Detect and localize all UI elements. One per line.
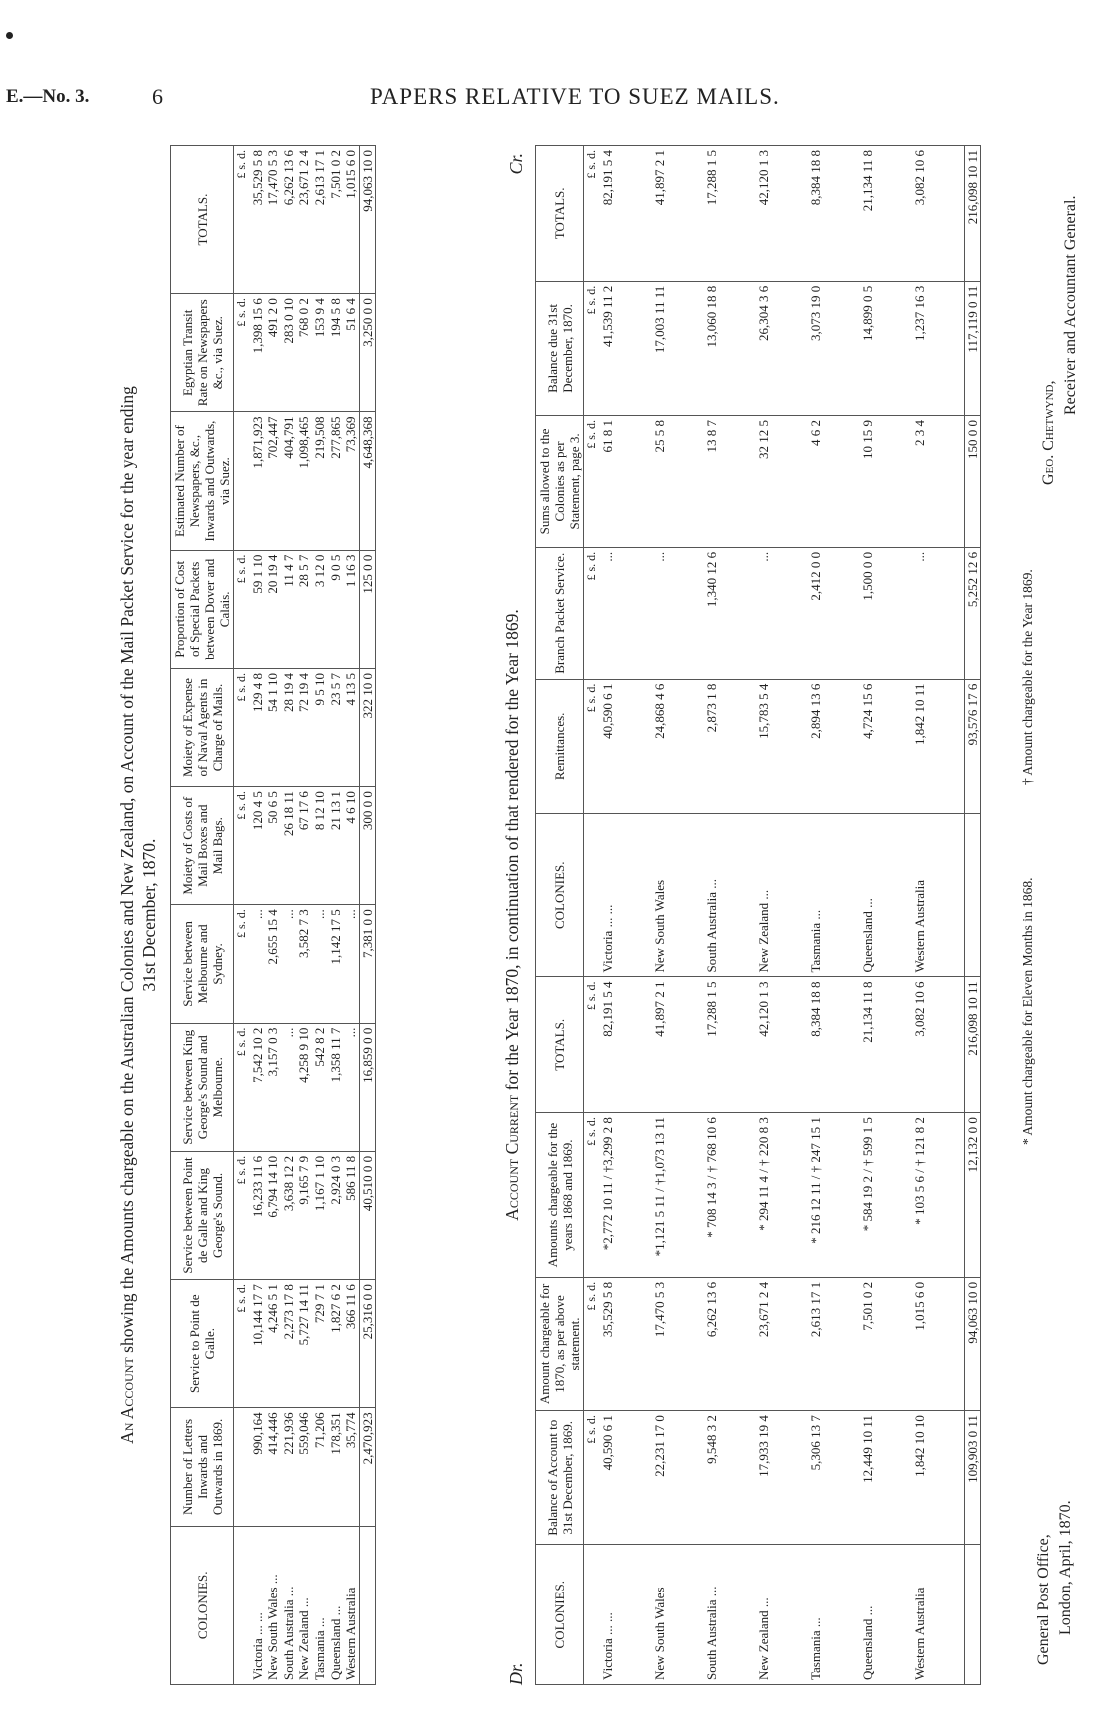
colony-name: New Zealand ... — [296, 1597, 312, 1680]
total-cell — [359, 1526, 376, 1684]
table-cell: * 584 19 2 / † 599 1 5 — [860, 1113, 912, 1278]
unit-label: £ s. d. — [234, 1023, 250, 1151]
table-cell: 990,164 — [250, 1408, 266, 1526]
rotated-content — [110, 125, 1114, 1705]
table-cell: 1,098,465 — [296, 412, 312, 550]
table-cell: 7,501 0 2 — [328, 146, 344, 294]
table-cell: ... — [600, 547, 652, 679]
unit-label: £ s. d. — [584, 1411, 600, 1545]
table-cell: ... — [343, 1023, 359, 1151]
colony-name: New South Wales — [651, 1587, 667, 1680]
table-cell: 17,933 19 4 — [756, 1411, 808, 1545]
unit-label: £ s. d. — [584, 679, 600, 813]
table-cell: ... — [756, 547, 808, 679]
colony-name: South Australia ... — [280, 1586, 296, 1680]
table-row — [296, 146, 312, 1685]
table-cell: * 708 14 3 / † 768 10 6 — [704, 1113, 756, 1278]
table-cell: 4 6 10 — [343, 787, 359, 905]
table-cell: * 216 12 11 / † 247 15 1 — [808, 1113, 860, 1278]
table-cell: 82,191 5 4 — [600, 977, 652, 1113]
unit-label: £ s. d. — [584, 416, 600, 548]
total-cell: 300 0 0 — [359, 787, 376, 905]
unit-label: £ s. d. — [584, 146, 600, 282]
table-row — [704, 146, 756, 1685]
unit-label: £ s. d. — [584, 1277, 600, 1410]
colony-name: Victoria ... ... — [599, 1612, 615, 1680]
table-cell: 1 16 3 — [343, 550, 359, 668]
column-header: Service to Point de Galle. — [171, 1280, 234, 1408]
total-cell: 109,903 0 11 — [964, 1411, 981, 1545]
table-cell: ... — [281, 905, 297, 1023]
table-cell: 3,582 7 3 — [296, 905, 312, 1023]
table-cell: 26 18 11 — [281, 787, 297, 905]
colony-name: Queensland ... — [860, 813, 912, 977]
table-cell: 82,191 5 4 — [600, 146, 652, 282]
date: London, April, 1870. — [1057, 1500, 1074, 1635]
table-cell: 20 19 4 — [265, 550, 281, 668]
table-cell: 12,449 10 11 — [860, 1411, 912, 1545]
total-cell: 93,576 17 6 — [964, 679, 981, 813]
unit-label — [234, 1408, 250, 1526]
total-cell: 94,063 10 0 — [964, 1277, 981, 1410]
colony-name: New Zealand ... — [755, 1597, 771, 1680]
table-cell: 414,446 — [265, 1408, 281, 1526]
table-cell: 283 0 10 — [281, 294, 297, 412]
total-cell: 117,119 0 11 — [964, 281, 981, 415]
table-cell: 23,671 2 4 — [756, 1277, 808, 1410]
unit-label — [584, 1545, 600, 1685]
column-header: Service between Point de Galle and King George's Sound. — [171, 1151, 234, 1279]
table-cell: 194 5 8 — [328, 294, 344, 412]
table-cell: 17,288 1 5 — [704, 977, 756, 1113]
unit-label — [584, 813, 600, 977]
table-cell: 41,897 2 1 — [652, 146, 704, 282]
table-cell: 28 19 4 — [281, 668, 297, 786]
unit-label: £ s. d. — [234, 294, 250, 412]
total-cell — [964, 813, 981, 977]
account-current-heading: Dr. Account Current for the Year 1870, in continuation of that rendered for the Year 1869. Cr. — [502, 153, 526, 1685]
table-cell: 24,868 4 6 — [652, 679, 704, 813]
table-cell: 1,842 10 11 — [912, 679, 965, 813]
column-header: COLONIES. — [536, 1545, 584, 1685]
table-cell: 41,539 11 2 — [600, 281, 652, 415]
total-cell: 3,250 0 0 — [359, 294, 376, 412]
total-cell: 5,252 12 6 — [964, 547, 981, 679]
table-cell: 1,015 6 0 — [343, 146, 359, 294]
table-cell: 2,613 17 1 — [808, 1277, 860, 1410]
column-header: Amount chargeable for 1870, as per above statement. — [536, 1277, 584, 1410]
table-cell: 559,046 — [296, 1408, 312, 1526]
table-cell: 120 4 5 — [250, 787, 266, 905]
table-cell: 2,894 13 6 — [808, 679, 860, 813]
table-cell: 702,447 — [265, 412, 281, 550]
column-header: TOTALS. — [171, 146, 234, 294]
table-cell: 2 3 4 — [912, 416, 965, 548]
dr-label: Dr. — [506, 1662, 526, 1685]
table-row — [312, 146, 328, 1685]
total-cell: 4,648,368 — [359, 412, 376, 550]
column-header: Number of Letters Inwards and Outwards in 1869. — [171, 1408, 234, 1526]
table-cell: 2,613 17 1 — [312, 146, 328, 294]
table-cell: 6,262 13 6 — [704, 1277, 756, 1410]
colony-name: Western Australia — [911, 1587, 927, 1680]
total-cell: 7,381 0 0 — [359, 905, 376, 1023]
table-cell: 1,827 6 2 — [328, 1280, 344, 1408]
mail-service-table — [170, 145, 376, 1685]
table-row — [808, 146, 860, 1685]
total-cell: 25,316 0 0 — [359, 1280, 376, 1408]
unit-label: £ s. d. — [234, 1151, 250, 1279]
table-cell: 25 5 8 — [652, 416, 704, 548]
total-cell: 125 0 0 — [359, 550, 376, 668]
table-cell: 16,233 11 6 — [250, 1151, 266, 1279]
table-cell: 277,865 — [328, 412, 344, 550]
table-cell: 2,924 0 3 — [328, 1151, 344, 1279]
column-header: Service between Melbourne and Sydney. — [171, 905, 234, 1023]
table-cell: ... — [912, 547, 965, 679]
table-cell: 35,529 5 8 — [600, 1277, 652, 1410]
table-cell: 1,500 0 0 — [860, 547, 912, 679]
unit-label: £ s. d. — [584, 281, 600, 415]
table-cell: 22,231 17 0 — [652, 1411, 704, 1545]
table-cell: 41,897 2 1 — [652, 977, 704, 1113]
table-cell: 21 13 1 — [328, 787, 344, 905]
table-cell: 3,157 0 3 — [265, 1023, 281, 1151]
table-cell: * 294 11 4 / † 220 8 3 — [756, 1113, 808, 1278]
page-id: E.—No. 3. — [6, 86, 90, 107]
table-cell: 8,384 18 8 — [808, 146, 860, 282]
table-cell: 586 11 8 — [343, 1151, 359, 1279]
table-cell: 9,165 7 9 — [296, 1151, 312, 1279]
table-cell: 6,262 13 6 — [281, 146, 297, 294]
table-row — [860, 146, 912, 1685]
unit-label — [234, 412, 250, 550]
table-cell: 3,082 10 6 — [912, 977, 965, 1113]
table-cell: 1,871,923 — [250, 412, 266, 550]
table-cell: ... — [250, 905, 266, 1023]
cr-label: Cr. — [506, 153, 526, 175]
units-row — [584, 146, 600, 1685]
table-cell: 13 8 7 — [704, 416, 756, 548]
table-cell: *2,772 10 11 / †3,299 2 8 — [600, 1113, 652, 1278]
colony-name: Western Australia — [912, 813, 965, 977]
table-cell: 15,783 5 4 — [756, 679, 808, 813]
table-cell: 54 1 10 — [265, 668, 281, 786]
unit-label — [234, 1526, 250, 1684]
colony-name: Tasmania ... — [808, 813, 860, 977]
page-mark — [6, 32, 13, 39]
unit-label: £ s. d. — [234, 905, 250, 1023]
column-header: Amounts chargeable for the years 1868 and 1869. — [536, 1113, 584, 1278]
table-cell: 9 5 10 — [312, 668, 328, 786]
total-cell: 16,859 0 0 — [359, 1023, 376, 1151]
column-header: Sums allowed to the Colonies as per Statement, page 3. — [536, 416, 584, 548]
column-header: Proportion of Cost of Special Packets between Dover and Calais. — [171, 550, 234, 668]
table-cell: 35,529 5 8 — [250, 146, 266, 294]
table-cell: 366 11 6 — [343, 1280, 359, 1408]
table-cell: 28 5 7 — [296, 550, 312, 668]
signatory-role: Receiver and Accountant General. — [1062, 195, 1079, 415]
unit-label: £ s. d. — [234, 668, 250, 786]
table-row — [912, 146, 965, 1685]
column-header: Balance of Account to 31st December, 1869. — [536, 1411, 584, 1545]
column-header: COLONIES. — [171, 1526, 234, 1684]
table-cell: *1,121 5 11 / †1,073 13 11 — [652, 1113, 704, 1278]
table-cell: 4,246 5 1 — [265, 1280, 281, 1408]
total-cell: 216,098 10 11 — [964, 977, 981, 1113]
table-row — [281, 146, 297, 1685]
table-cell: 13,060 18 8 — [704, 281, 756, 415]
colony-name: New Zealand ... — [756, 813, 808, 977]
table-cell: 768 0 2 — [296, 294, 312, 412]
table-cell: 71,206 — [312, 1408, 328, 1526]
table-cell: 1,142 17 5 — [328, 905, 344, 1023]
table-cell: 8,384 18 8 — [808, 977, 860, 1113]
table-cell: 67 17 6 — [296, 787, 312, 905]
table-cell: 491 2 0 — [265, 294, 281, 412]
table-cell: 23 5 7 — [328, 668, 344, 786]
table-cell: 23,671 2 4 — [296, 146, 312, 294]
table-cell: 542 8 2 — [312, 1023, 328, 1151]
table-cell: 221,936 — [281, 1408, 297, 1526]
table-cell: 10 15 9 — [860, 416, 912, 548]
colony-name: New South Wales — [652, 813, 704, 977]
table-cell: ... — [652, 547, 704, 679]
unit-label: £ s. d. — [234, 787, 250, 905]
table-cell: 5,306 13 7 — [808, 1411, 860, 1545]
table-cell: 4,258 9 10 — [296, 1023, 312, 1151]
totals-row — [359, 146, 376, 1685]
table-cell: 2,412 0 0 — [808, 547, 860, 679]
unit-label: £ s. d. — [234, 146, 250, 294]
table-cell: 1,340 12 6 — [704, 547, 756, 679]
table-cell: 1,015 6 0 — [912, 1277, 965, 1410]
table-cell: 3,082 10 6 — [912, 146, 965, 282]
table-cell: 1,358 11 7 — [328, 1023, 344, 1151]
account-current-table — [535, 145, 981, 1685]
table-cell: 2,655 15 4 — [265, 905, 281, 1023]
table-cell: 3,638 12 2 — [281, 1151, 297, 1279]
unit-label: £ s. d. — [234, 1280, 250, 1408]
table-cell: 404,791 — [281, 412, 297, 550]
colony-name: Tasmania ... — [807, 1617, 823, 1680]
table-cell: 7,542 10 2 — [250, 1023, 266, 1151]
column-header: Remittances. — [536, 679, 584, 813]
table-cell: ... — [281, 1023, 297, 1151]
total-cell: 216,098 10 11 — [964, 146, 981, 282]
table-cell: 42,120 1 3 — [756, 977, 808, 1113]
column-header: COLONIES. — [536, 813, 584, 977]
table-cell: 5,727 14 11 — [296, 1280, 312, 1408]
total-cell — [964, 1545, 981, 1685]
table-cell: 42,120 1 3 — [756, 146, 808, 282]
table-row — [265, 146, 281, 1685]
column-header: Balance due 31st December, 1870. — [536, 281, 584, 415]
total-cell: 12,132 0 0 — [964, 1113, 981, 1278]
colony-name: Tasmania ... — [311, 1617, 327, 1680]
column-header: Estimated Number of Newspapers, &c., Inwards and Outwards, via Suez. — [171, 412, 234, 550]
table-cell: 6,794 14 10 — [265, 1151, 281, 1279]
table-cell: 1,842 10 10 — [912, 1411, 965, 1545]
table-cell: 1,398 15 6 — [250, 294, 266, 412]
table-cell: 1,237 16 3 — [912, 281, 965, 415]
table-cell: 50 6 5 — [265, 787, 281, 905]
table-cell: 35,774 — [343, 1408, 359, 1526]
colony-name: South Australia ... — [704, 813, 756, 977]
table-cell: ... — [343, 905, 359, 1023]
table-cell: 4 13 5 — [343, 668, 359, 786]
footnote-star: * Amount chargeable for Eleven Months in 1868. — [1020, 877, 1035, 1145]
table-cell: 10,144 17 7 — [250, 1280, 266, 1408]
office: General Post Office, — [1035, 1534, 1052, 1665]
table-cell: 729 7 1 — [312, 1280, 328, 1408]
table-cell: ... — [312, 905, 328, 1023]
total-cell: 94,063 10 0 — [359, 146, 376, 294]
colony-name: Western Australia — [343, 1587, 359, 1680]
column-header: TOTALS. — [536, 977, 584, 1113]
table-cell: 178,351 — [328, 1408, 344, 1526]
table-cell: 219,508 — [312, 412, 328, 550]
unit-label: £ s. d. — [584, 547, 600, 679]
table-cell: 17,470 5 3 — [265, 146, 281, 294]
total-cell: 322 10 0 — [359, 668, 376, 786]
table-cell: 9 0 5 — [328, 550, 344, 668]
table-cell: 2,273 17 8 — [281, 1280, 297, 1408]
column-header: Service between King George's Sound and Melbourne. — [171, 1023, 234, 1151]
running-title: PAPERS RELATIVE TO SUEZ MAILS. — [370, 84, 780, 109]
table-cell: 153 9 4 — [312, 294, 328, 412]
table-cell: 17,288 1 5 — [704, 146, 756, 282]
table-cell: 32 12 5 — [756, 416, 808, 548]
colony-name: New South Wales ... — [265, 1574, 281, 1680]
table-row — [600, 146, 652, 1685]
column-header: Moiety of Costs of Mail Boxes and Mail Bags. — [171, 787, 234, 905]
table-cell: 14,899 0 5 — [860, 281, 912, 415]
table-cell: 21,134 11 8 — [860, 146, 912, 282]
table-row — [343, 146, 359, 1685]
table-cell: 8 12 10 — [312, 787, 328, 905]
table-row — [652, 146, 704, 1685]
unit-label: £ s. d. — [584, 977, 600, 1113]
table-cell: 26,304 3 6 — [756, 281, 808, 415]
table-cell: 9,548 3 2 — [704, 1411, 756, 1545]
table-cell: 40,590 6 1 — [600, 679, 652, 813]
table-cell: 3 12 0 — [312, 550, 328, 668]
table-cell: 51 6 4 — [343, 294, 359, 412]
colony-name: Queensland ... — [859, 1605, 875, 1680]
total-cell: 40,510 0 0 — [359, 1151, 376, 1279]
table-cell: 7,501 0 2 — [860, 1277, 912, 1410]
colony-name: South Australia ... — [703, 1586, 719, 1680]
table-row — [328, 146, 344, 1685]
table-cell: 4 6 2 — [808, 416, 860, 548]
table-cell: * 103 5 6 / † 121 8 2 — [912, 1113, 965, 1278]
table-cell: 61 8 1 — [600, 416, 652, 548]
footnote-dagger: † Amount chargeable for the Year 1869. — [1020, 569, 1035, 785]
table-cell: 4,724 15 6 — [860, 679, 912, 813]
units-row — [234, 146, 250, 1685]
table-cell: 40,590 6 1 — [600, 1411, 652, 1545]
column-header: Branch Packet Service. — [536, 547, 584, 679]
signatory-name: Geo. Chetwynd, — [1040, 380, 1057, 485]
column-header: Moiety of Expense of Naval Agents in Charge of Mails. — [171, 668, 234, 786]
table-cell: 3,073 19 0 — [808, 281, 860, 415]
table-cell: 2,873 1 8 — [704, 679, 756, 813]
table-cell: 17,003 11 11 — [652, 281, 704, 415]
totals-row — [964, 146, 981, 1685]
table-cell: 17,470 5 3 — [652, 1277, 704, 1410]
table-cell: 21,134 11 8 — [860, 977, 912, 1113]
column-header: TOTALS. — [536, 146, 584, 282]
table-cell: 11 4 7 — [281, 550, 297, 668]
table-cell: 59 1 10 — [250, 550, 266, 668]
table-row — [756, 146, 808, 1685]
table1-title: An Account showing the Amounts chargeable on the Australian Colonies and New Zealand, on Account of the Mail Packet Service for the year ending 31st December, 1870. — [117, 386, 159, 1444]
colony-name: Victoria ... ... — [249, 1612, 265, 1680]
table-cell: 73,369 — [343, 412, 359, 550]
page-number: 6 — [152, 84, 163, 109]
unit-label: £ s. d. — [234, 550, 250, 668]
colony-name: Queensland ... — [327, 1605, 343, 1680]
total-cell: 2,470,923 — [359, 1408, 376, 1526]
table-row — [250, 146, 266, 1685]
unit-label: £ s. d. — [584, 1113, 600, 1278]
table-cell: 1,167 1 10 — [312, 1151, 328, 1279]
table-cell: 72 19 4 — [296, 668, 312, 786]
table-cell: 129 4 8 — [250, 668, 266, 786]
total-cell: 150 0 0 — [964, 416, 981, 548]
colony-name: Victoria ... ... — [600, 813, 652, 977]
column-header: Egyptian Transit Rate on Newspapers &c., via Suez. — [171, 294, 234, 412]
